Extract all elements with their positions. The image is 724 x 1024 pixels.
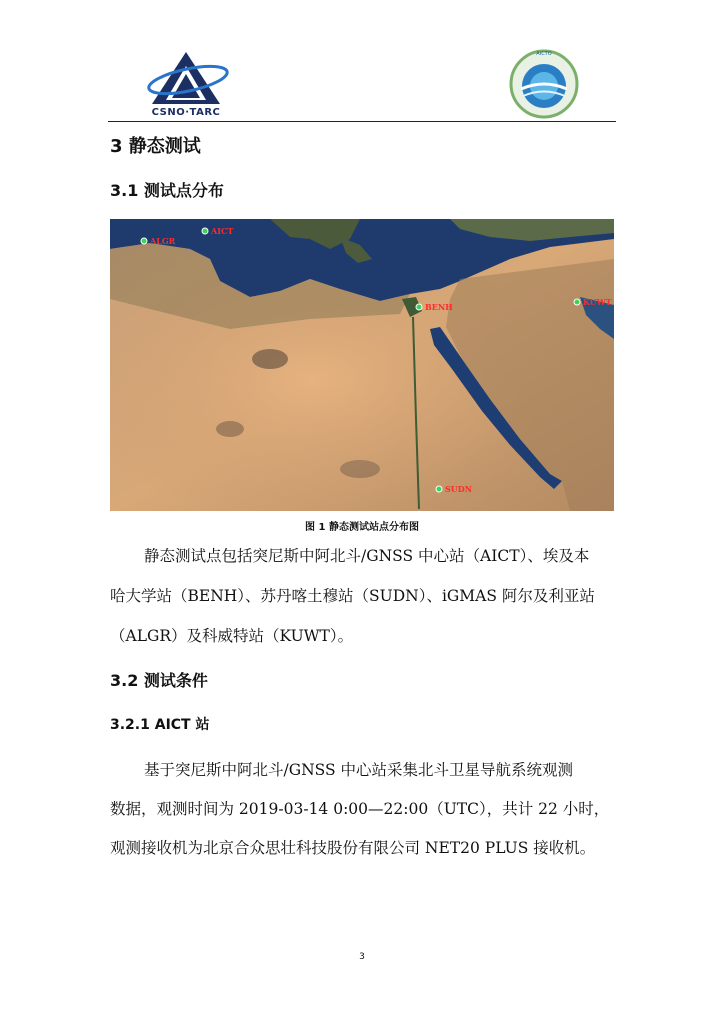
left-logo-text: CSNO·TARC <box>151 107 221 118</box>
paragraph-3-2-1-line-3: 观测接收机为北京合众思壮科技股份有限公司 NET20 PLUS 接收机。 <box>110 839 596 857</box>
section-3-heading: 3 静态测试 <box>110 136 201 157</box>
section-3-2-heading: 3.2 测试条件 <box>110 671 208 690</box>
station-label-algr: ALGR <box>150 236 176 246</box>
station-label-kuwt: KUWT <box>583 297 612 307</box>
right-logo-text: AICTO <box>536 51 552 57</box>
station-map-image <box>110 219 614 511</box>
section-3-1-heading: 3.1 测试点分布 <box>110 181 224 200</box>
aicto-logo <box>509 49 579 119</box>
section-3-2-1-heading: 3.2.1 AICT 站 <box>110 717 210 733</box>
paragraph-3-1-line-1: 静态测试点包括突尼斯中阿北斗/GNSS 中心站（AICT）、埃及本 <box>144 547 590 565</box>
globe-emblem-icon <box>509 49 579 119</box>
paragraph-3-2-1-line-1: 基于突尼斯中阿北斗/GNSS 中心站采集北斗卫星导航系统观测 <box>144 761 574 779</box>
station-label-benh: BENH <box>425 302 453 312</box>
triangle-logo-icon <box>140 48 232 110</box>
station-label-aict: AICT <box>211 226 234 236</box>
paragraph-3-1-line-2: 哈大学站（BENH）、苏丹喀土穆站（SUDN）、iGMAS 阿尔及利亚站 <box>110 587 595 605</box>
header-divider <box>108 121 616 122</box>
paragraph-3-2-1-line-2: 数据，观测时间为 2019-03-14 0:00—22:00（UTC），共计 22 小时， <box>110 800 610 818</box>
figure-caption: 图 1 静态测试站点分布图 <box>305 522 419 533</box>
station-label-sudn: SUDN <box>445 484 473 494</box>
paragraph-3-1-line-3: （ALGR）及科威特站（KUWT）。 <box>110 627 354 645</box>
page-number: 3 <box>359 952 365 962</box>
